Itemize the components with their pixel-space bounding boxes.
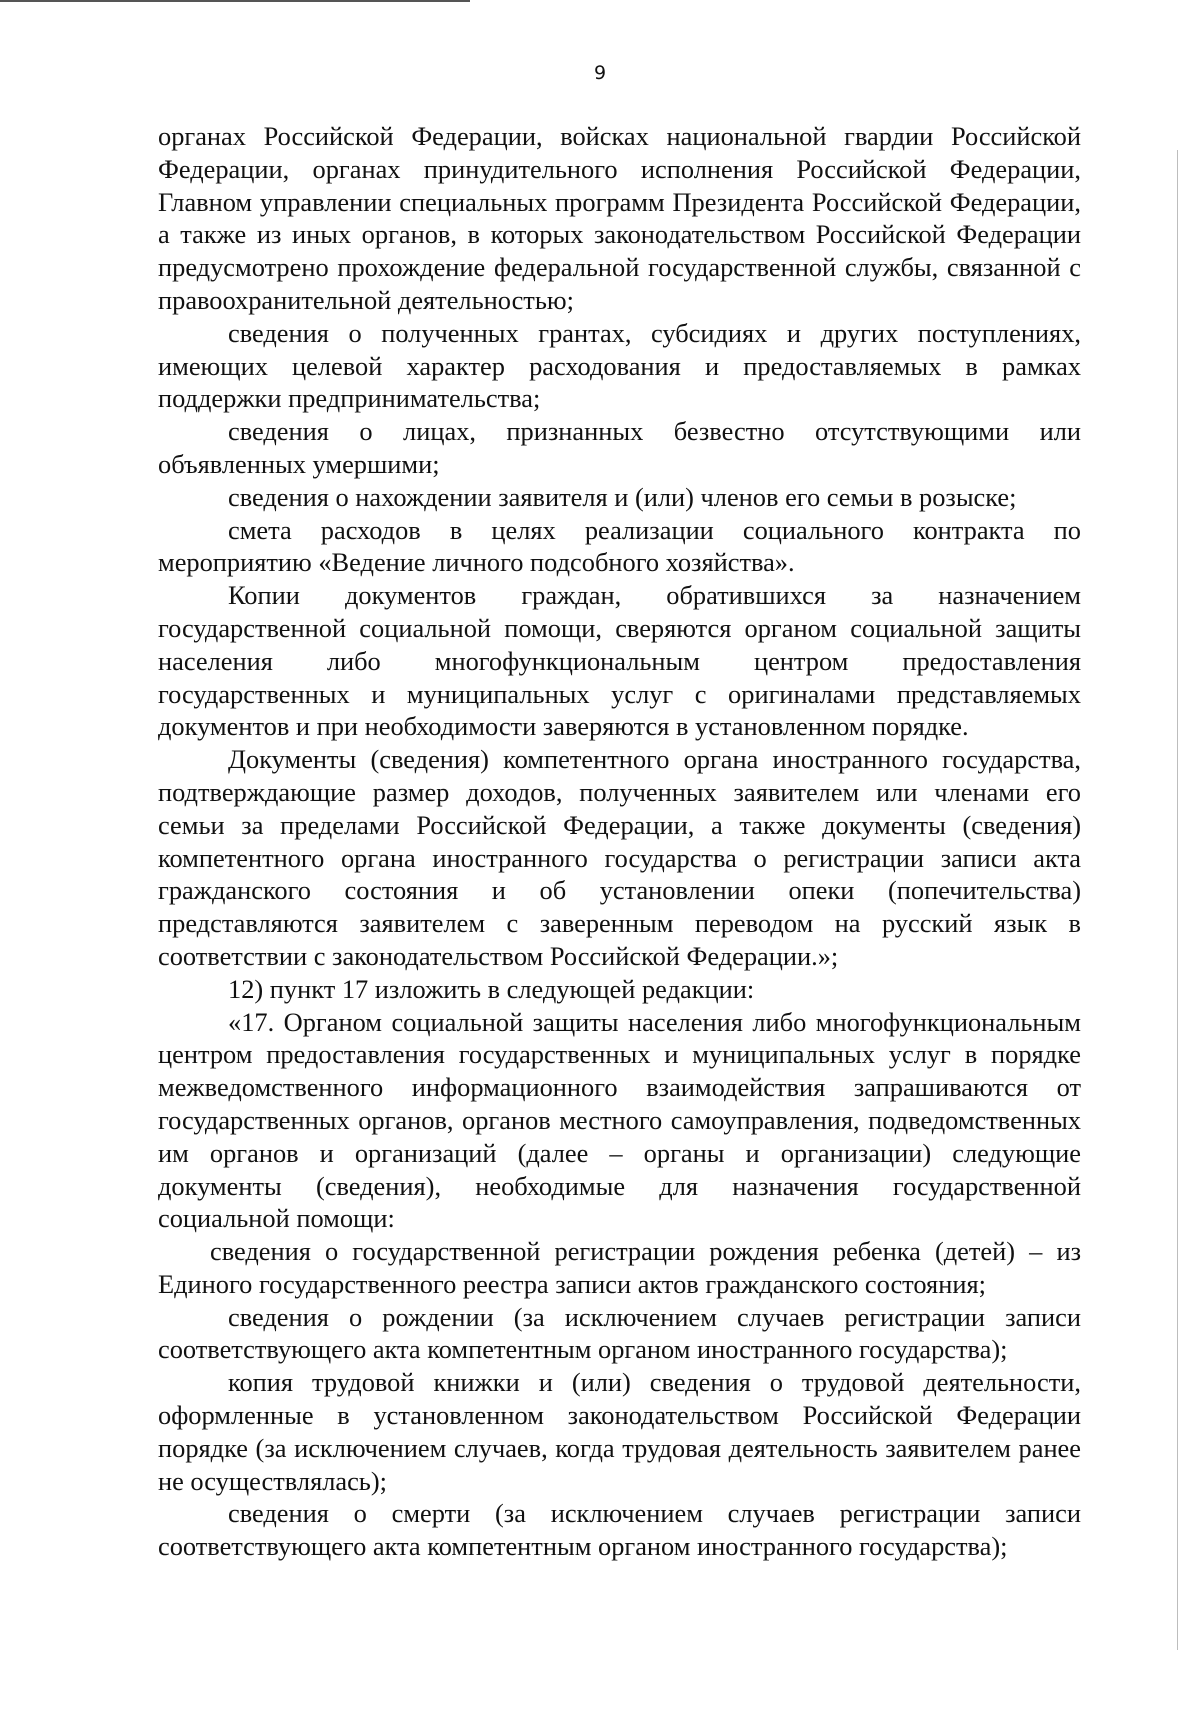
paragraph: Документы (сведения) компетентного органа иностранного государства, подтверждающие размер доходов, полученных заявителем или членами его семьи за пределами Российской Федерации, а также документы (сведения) компетентного органа иностранного государства о регистрации записи акта гражданского состояния и об установлении опеки (попечительства) представляются заявителем с заверенным переводом на русский язык в соответствии с законодательством Российской Федерации.»; [158,744,1081,971]
paragraph: сведения о лицах, признанных безвестно отсутствующими или объявленных умершими; [158,416,1081,479]
paragraph: сведения о нахождении заявителя и (или) членов его семьи в розыске; [228,481,1017,512]
paragraph: Копии документов граждан, обратившихся за назначением государственной социальной помощи, сверяются органом социальной защиты населения либо многофункциональным центром предоставления государственных и муниципальных услуг с оригиналами представляемых документов и при необходимости заверяются в установленном порядке. [158,580,1081,742]
scan-border-top [0,0,470,2]
page-number: 9 [593,62,607,84]
paragraph: сведения о рождении (за исключением случаев регистрации записи соответствующего акта компетентным органом иностранного государства); [158,1301,1081,1365]
paragraph-clause-17: «17. Органом социальной защиты населения либо многофункциональным центром предоставления государственных и муниципальных услуг в порядке межведомственного информационного взаимодействия запрашиваются от государственных органов, органов местного самоуправления, подведомственных им органов и организаций (далее – органы и организации) следующие документы (сведения), необходимые для назначения государственной социальной помощи: [158,1006,1081,1234]
paragraph: сведения о смерти (за исключением случаев регистрации записи соответствующего акта компетентным органом иностранного государства); [158,1498,1081,1562]
document-body [158,120,1081,1563]
paragraph-continued: органах Российской Федерации, войсках национальной гвардии Российской Федерации, органах принудительного исполнения Российской Федерации, Главном управлении специальных программ Президента Российской Федерации, а также из иных органов, в которых законодательством Российской Федерации предусмотрено прохождение федеральной государственной службы, связанной с правоохранительной деятельностью; [158,121,1081,315]
scan-border-right [1177,150,1178,1650]
paragraph: смета расходов в целях реализации социального контракта по мероприятию «Ведение личного подсобного хозяйства». [158,514,1081,578]
paragraph: сведения о государственной регистрации рождения ребенка (детей) – из Единого государственного реестра записи актов гражданского состояния; [158,1236,1081,1299]
paragraph: сведения о полученных грантах, субсидиях и других поступлениях, имеющих целевой характер расходования и предоставляемых в рамках поддержки предпринимательства; [158,317,1081,414]
paragraph: копия трудовой книжки и (или) сведения о трудовой деятельности, оформленные в установленном законодательством Российской Федерации порядке (за исключением случаев, когда трудовая деятельность заявителем ранее не осуществлялась); [158,1367,1081,1496]
paragraph-item-12: 12) пункт 17 изложить в следующей редакции: [228,973,755,1004]
